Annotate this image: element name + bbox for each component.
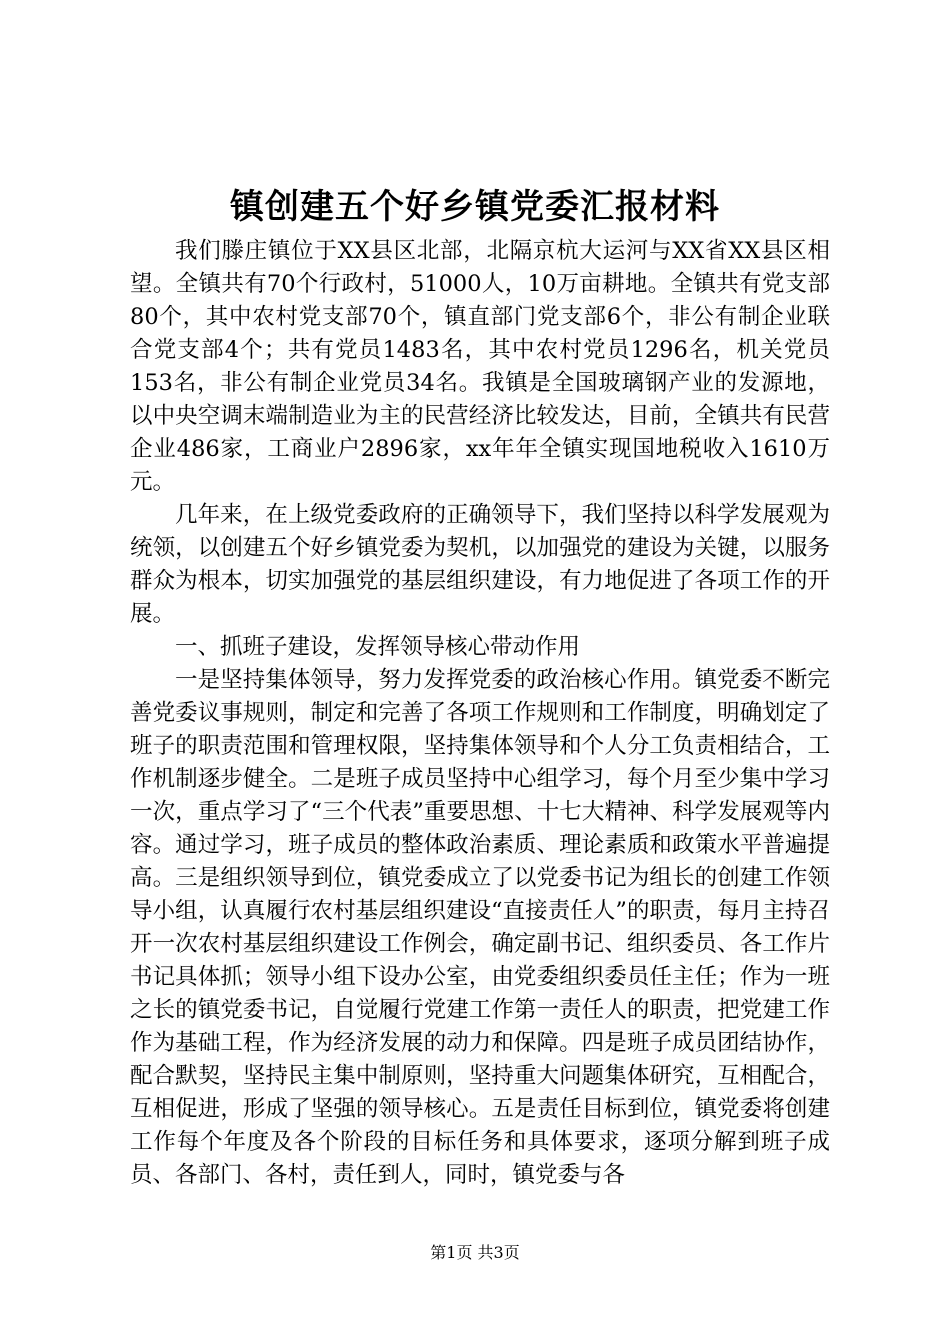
paragraph-section-1: 一是坚持集体领导，努力发挥党委的政治核心作用。镇党委不断完善党委议事规则，制定和完善了各项工作规则和工作制度，明确划定了班子的职责范围和管理权限，坚持集体领导和个人分工负责相结合，工作机制逐步健全。二是班子成员坚持中心组学习，每个月至少集中学习一次，重点学习了“三个代表”重要思想、十七大精神、科学发展观等内容。通过学习，班子成员的整体政治素质、理论素质和政策水平普遍提高。三是组织领导到位，镇党委成立了以党委书记为组长的创建工作领导小组，认真履行农村基层组织建设“直接责任人”的职责，每月主持召开一次农村基层组织建设工作例会，确定副书记、组织委员、各工作片书记具体抓；领导小组下设办公室，由党委组织委员任主任；作为一班之长的镇党委书记，自觉履行党建工作第一责任人的职责，把党建工作作为基础工程，作为经济发展的动力和保障。四是班子成员团结协作，配合默契，坚持民主集中制原则，坚持重大问题集体研究，互相配合，互相促进，形成了坚强的领导核心。五是责任目标到位，镇党委将创建工作每个年度及各个阶段的目标任务和具体要求，逐项分解到班子成员、各部门、各村，责任到人，同时，镇党委与各 bbox=[130, 667, 830, 1188]
paragraph-overview: 几年来，在上级党委政府的正确领导下，我们坚持以科学发展观为统领，以创建五个好乡镇党委为契机，以加强党的建设为关键，以服务群众为根本，切实加强党的基层组织建设，有力地促进了各项工作的开展。 bbox=[130, 502, 830, 627]
document-title: 镇创建五个好乡镇党委汇报材料 bbox=[230, 187, 720, 227]
document-body bbox=[130, 235, 830, 1192]
paragraph-intro: 我们滕庄镇位于XX县区北部，北隔京杭大运河与XX省XX县区相望。全镇共有70个行政村，51000人，10万亩耕地。全镇共有党支部80个，其中农村党支部70个，镇直部门党支部6个，非公有制企业联合党支部4个；共有党员1483名，其中农村党员1296名，机关党员153名，非公有制企业党员34名。我镇是全国玻璃钢产业的发源地，以中央空调末端制造业为主的民营经济比较发达，目前，全镇共有民营企业486家，工商业户2896家，xx年年全镇实现国地税收入1610万元。 bbox=[130, 238, 830, 495]
page-number-footer: 第1页 共3页 bbox=[430, 1243, 520, 1262]
section-heading-1: 一、抓班子建设，发挥领导核心带动作用 bbox=[175, 634, 581, 660]
